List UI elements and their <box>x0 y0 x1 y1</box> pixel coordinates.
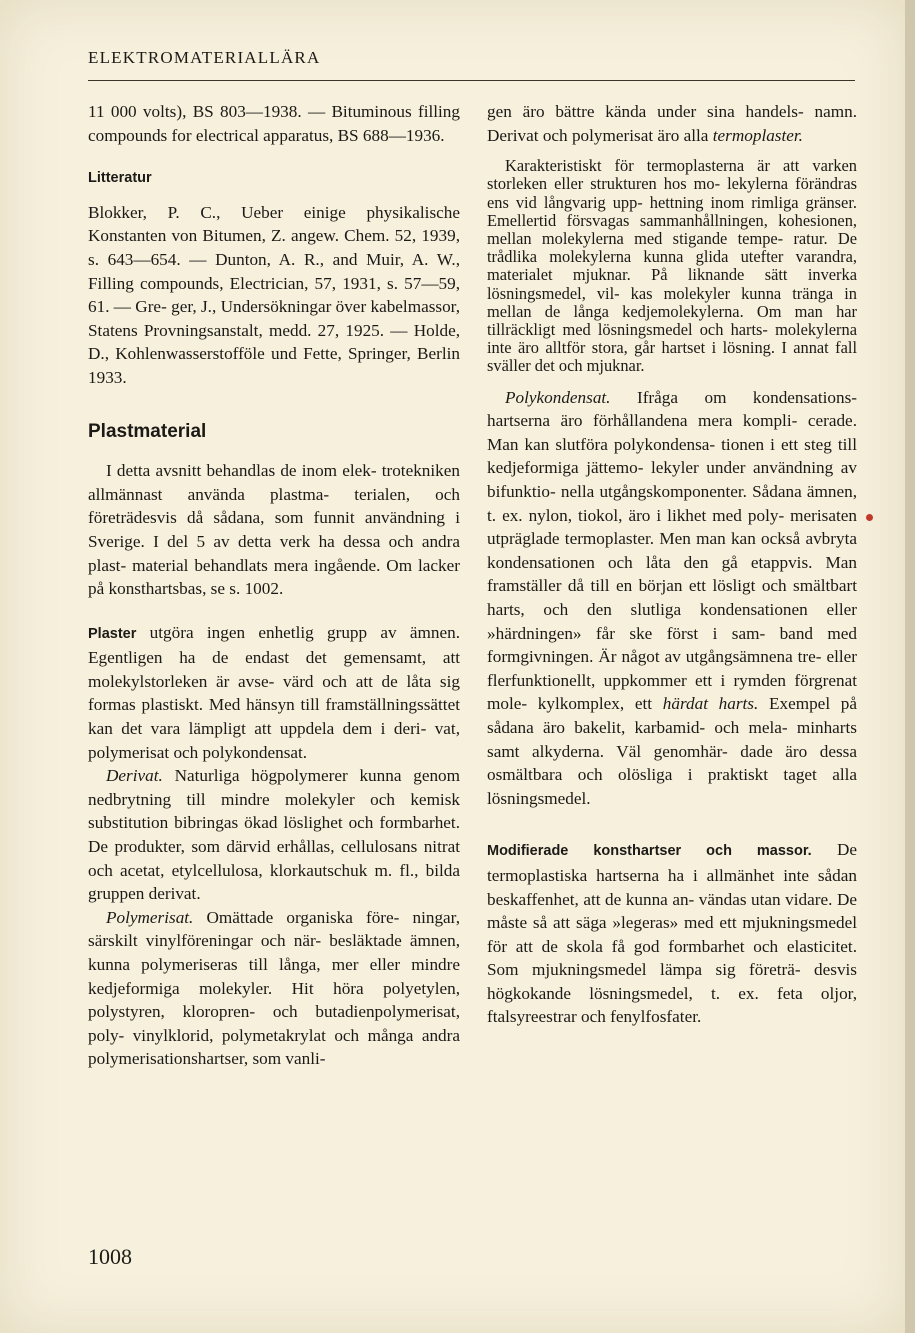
right-column <box>487 100 857 1029</box>
literature-list: Blokker, P. C., Ueber einige physikalische Konstanten von Bitumen, Z. angew. Chem. 52, 1939, s. 643—654. — Dunton, A. R., and Muir, A. W., Filling compounds, Electrician, 57, 1931, s. 57—59, 61. — Gre- ger, J., Undersökningar över kabelmassor, Statens Provningsanstalt, medd. 27, 1925. — Holde, D., Kohlenwasserstofföle und Fette, Springer, Berlin 1933. <box>88 202 460 387</box>
page-edge <box>905 0 915 1333</box>
termoplaster-term: termoplaster. <box>712 125 803 145</box>
modifierade-paragraph <box>487 838 857 1029</box>
derivat-term: Derivat. <box>106 766 163 786</box>
polykondensat-text-a: Ifråga om kondensations- hartserna äro förhållandena mera kompli- cerade. Man kan slutföra polykondensa- tionen i ett steg till kedjeformiga jättemo- lekyler under användning av bifunktio- nella utgångskomponenter. Sådana ämnen, t. ex. nylon, tiokol, äro i likhet med poly- merisaten utpräglade termoplaster. Men man kan också avbryta kondensationen och låta den gå etappvis. Man framställer då till en början ett lösligt och smältbart harts, och den slutliga kondensationen eller »härdningen» får ske först i sam- band med formgivningen. Är något av utgångsämnena tre- eller flerfunktionellt, uppkommer ett i rymden förgrenat mole- kylkomplex, ett <box>487 387 857 714</box>
plaster-paragraph <box>88 621 460 765</box>
polymerisat-term: Polymerisat. <box>106 907 194 927</box>
header-rule <box>88 80 855 81</box>
page-number: 1008 <box>88 1244 132 1269</box>
plast-intro-paragraph: I detta avsnitt behandlas de inom elek- trotekniken allmännast använda plastma- terialen, och företrädesvis då sådana, som funnit användning i Sverige. I del 5 av detta verk ha dessa och andra plast- material behandlats mera ingående. Om lacker på konsthartsbas, se s. 1002. <box>88 461 460 599</box>
derivat-text: Naturliga högpolymerer kunna genom nedbrytning till mindre molekyler och kemisk substitution bibringas ökad löslighet och formbarhet. De produkter, som därvid erhållas, cellulosans nitrat och acetat, etylcellulosa, klorkautschuk m. fl., bilda gruppen derivat. <box>88 766 461 904</box>
polykondensat-paragraph <box>487 386 857 811</box>
running-head: ELEKTROMATERIALLÄRA <box>88 48 321 67</box>
left-column <box>88 100 460 1071</box>
modifierade-text: De termoplastiska hartserna ha i allmänhet inte sådan beskaffenhet, att de kunna an- vändas utan vidare. De måste så att säga »legeras» med ett mjukningsmedel för att de skola få god formbarhet och elasticitet. Som mjukningsmedel lämpa sig företrä- desvis högkokande lösningsmedel, t. ex. feta oljor, ftalsyreestrar och fenylfosfater. <box>487 840 858 1027</box>
polykondensat-text-b: Exempel på sådana äro bakelit, karbamid- och mela- minharts samt alkyderna. Väl genomhär- dade äro dessa osmältbara och olösliga i praktiskt taget alla lösningsmedel. <box>487 694 858 808</box>
derivat-paragraph <box>88 764 460 906</box>
plaster-runin-heading: Plaster <box>88 625 137 642</box>
continuation-text: gen äro bättre kända under sina handels- namn. Derivat och polymerisat äro alla <box>487 102 857 145</box>
polymerisat-text: Omättade organiska före- ningar, särskilt vinylföreningar och när- besläktade ämnen, kunna polymeriseras till långa, mer eller mindre kedjeformiga molekyler. Hit höra polyetylen, polystyren, kloropren- och butadienpolymerisat, poly- vinylklorid, polymetakrylat och många andra polymerisationshartser, som vanli- <box>88 907 461 1069</box>
margin-mark <box>866 514 873 521</box>
intro-paragraph: 11 000 volts), BS 803—1938. — Bituminous filling compounds for electrical apparatus, BS 688—1936. <box>88 102 460 145</box>
modifierade-runin-heading: Modifierade konsthartser och massor. <box>487 843 812 860</box>
plaster-text: utgöra ingen enhetlig grupp av ämnen. Egentligen ha de endast det gemensamt, att molekylstorleken är avse- värd och att de låta sig formas plastiskt. Med hänsyn till framställningssättet kan det vara lämpligt att uppdela dem i deri- vat, polymerisat och polykondensat. <box>88 622 461 762</box>
literature-heading: Litteratur <box>88 170 152 187</box>
hardat-harts-term: härdat harts. <box>662 694 759 714</box>
termoplast-paragraph: Karakteristiskt för termoplasterna är att varken storleken eller strukturen hos mo- lekylerna förändras ens vid långvarig upp- hettning inom rimliga gränser. Emellertid försvagas sammanhållningen, kohesionen, mellan molekylerna med stigande tempe- ratur. De trådlika molekylerna kunna glida utefter varandra, materialet mjuknar. På liknande sätt inverka lösningsmedel, vil- kas molekyler kunna tränga in mellan de långa kedjemolekylerna. Om man har tillräckligt med lösningsmedel och harts- molekylerna inte äro alltför stora, går hartset i lösning. I annat fall sväller det och mjuknar. <box>487 156 857 376</box>
polykondensat-term: Polykondensat. <box>505 387 611 407</box>
polymerisat-paragraph <box>88 906 460 1071</box>
continuation-paragraph <box>487 100 857 147</box>
section-title: Plastmaterial <box>88 420 207 442</box>
